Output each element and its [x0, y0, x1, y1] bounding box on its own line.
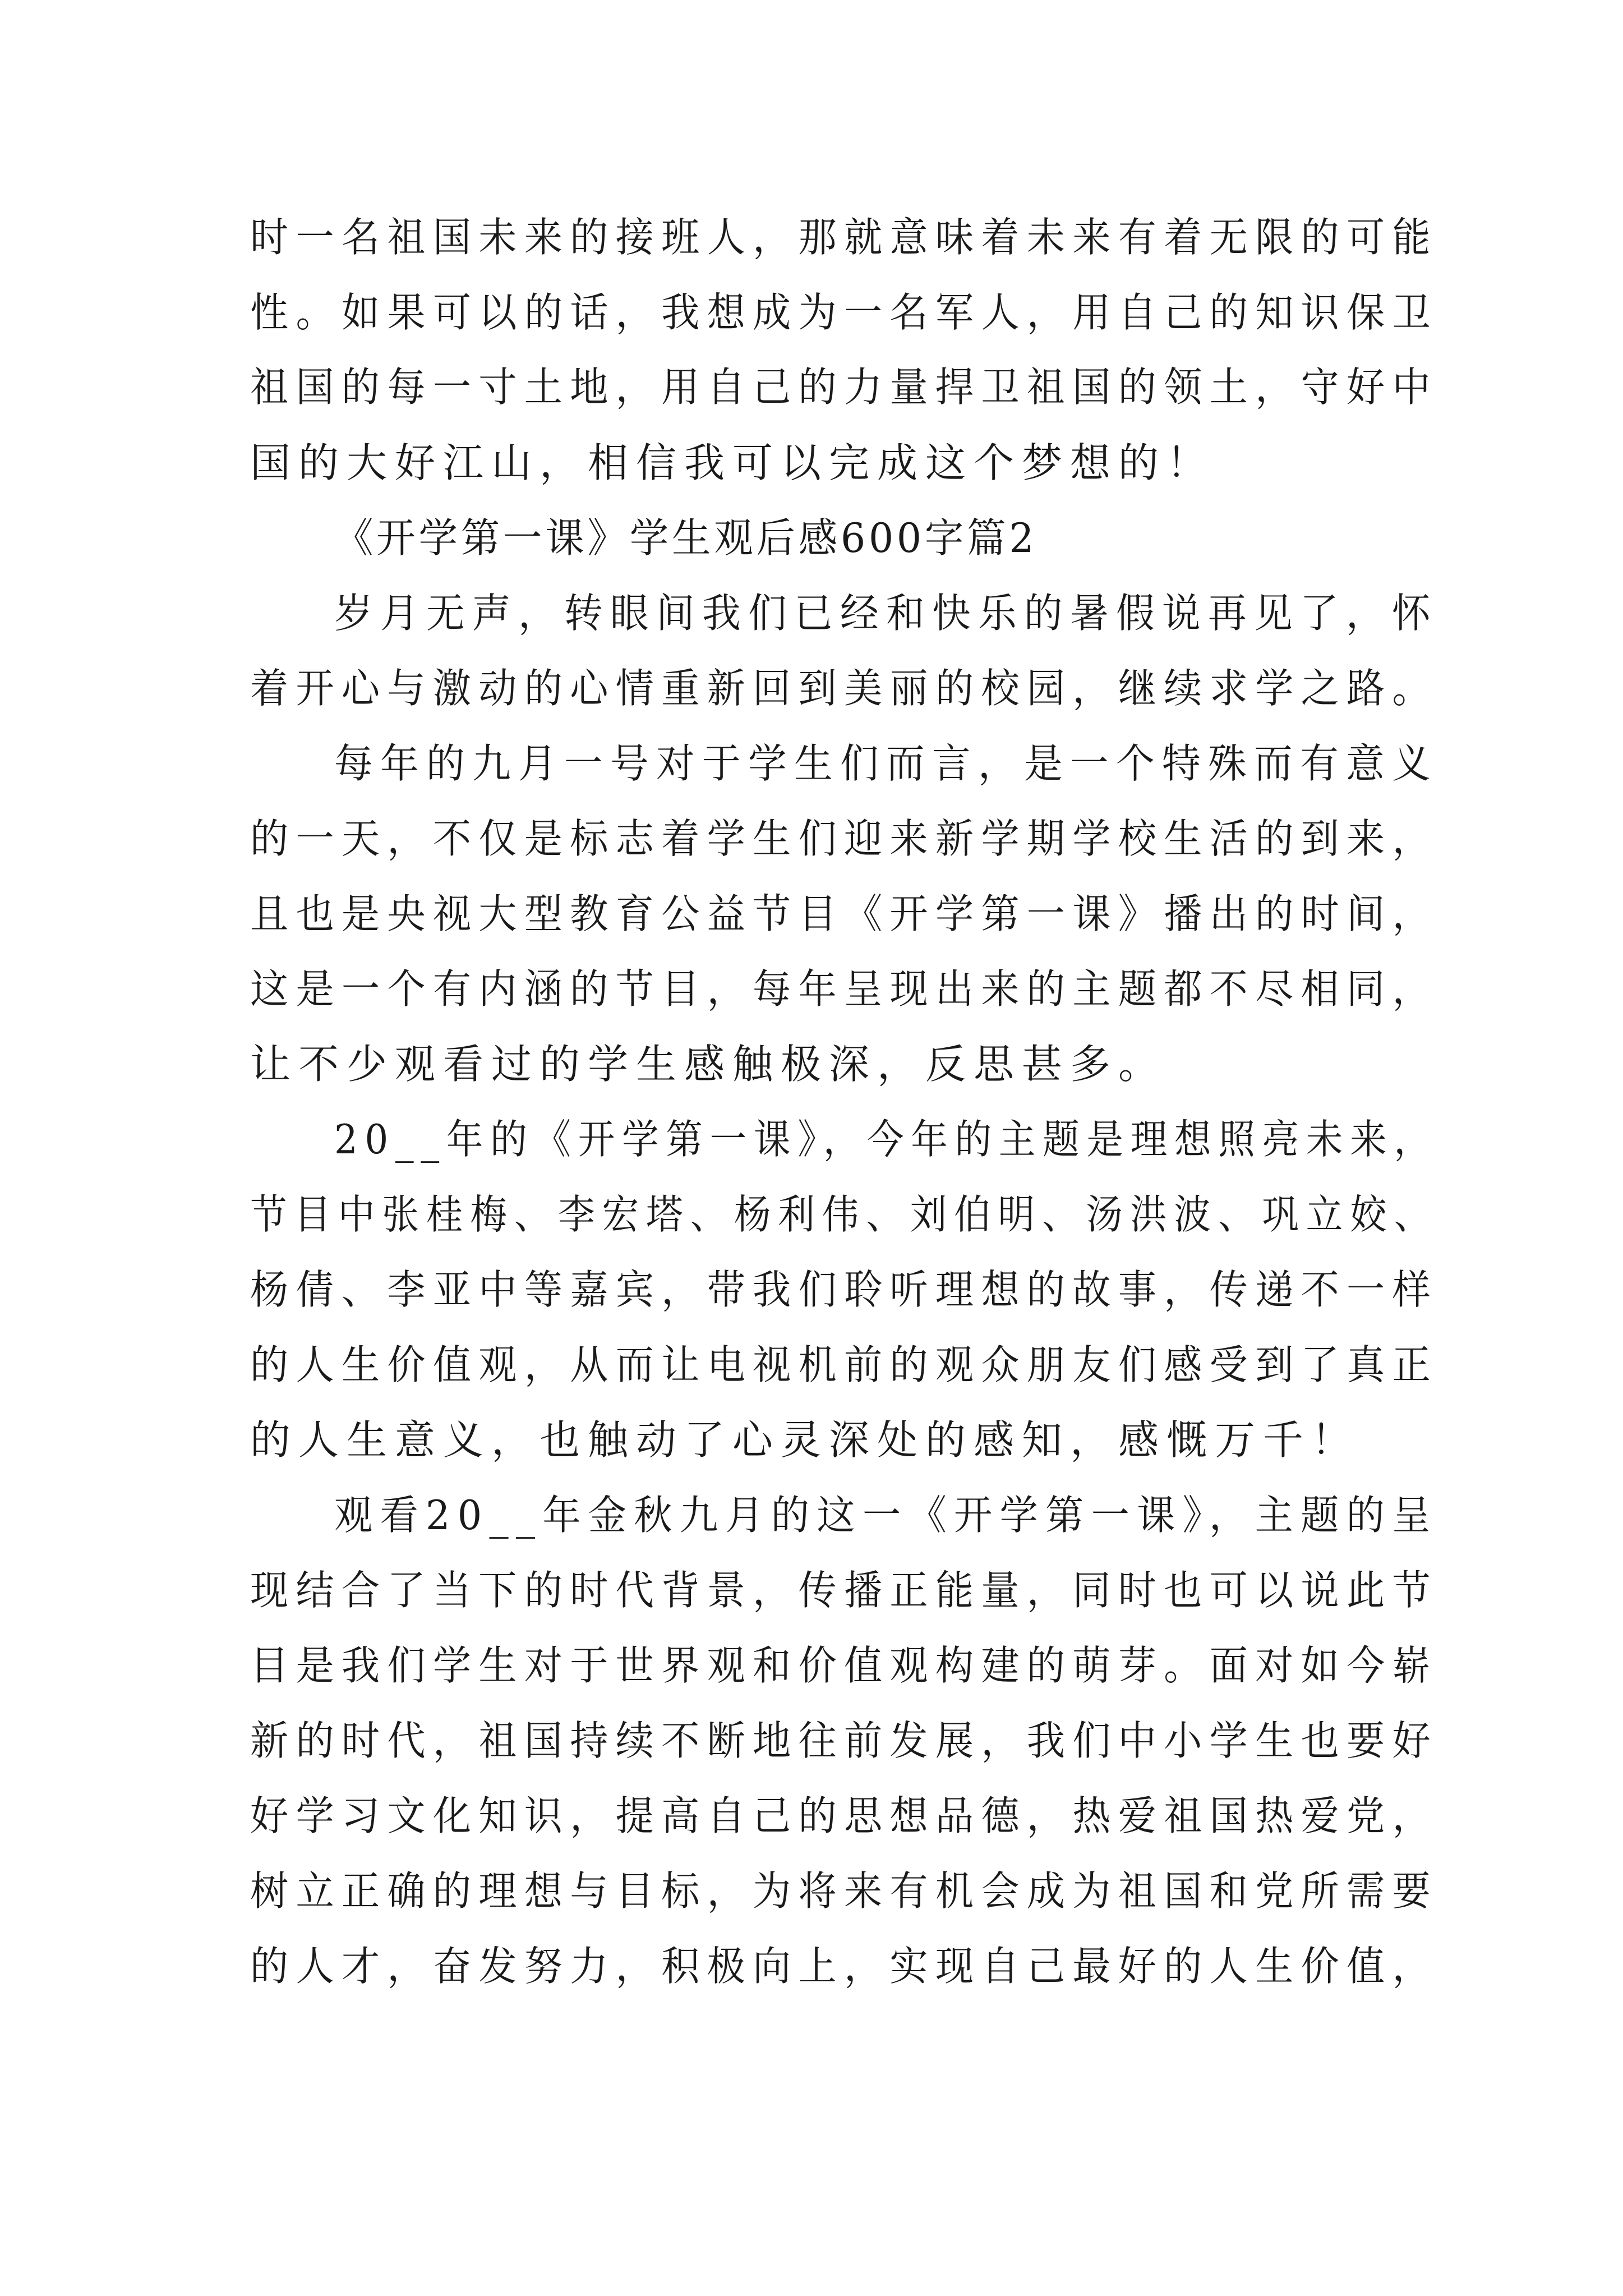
- text-line-3: 祖国的每一寸土地，用自己的力量捍卫祖国的领土，守好中: [250, 364, 1438, 411]
- paragraph-3-line-1: 20__年的《开学第一课》，今年的主题是理想照亮未来，: [334, 1116, 1438, 1163]
- paragraph-4-line-7: 的人才，奋发努力，积极向上，实现自己最好的人生价值，: [250, 1943, 1438, 1990]
- paragraph-1-line-2: 着开心与激动的心情重新回到美丽的校园，继续求学之路。: [250, 665, 1438, 712]
- paragraph-2-line-3: 且也是央视大型教育公益节目《开学第一课》播出的时间，: [250, 890, 1438, 937]
- paragraph-3-line-2: 节目中张桂梅、李宏塔、杨利伟、刘伯明、汤洪波、巩立姣、: [250, 1191, 1438, 1238]
- paragraph-1-line-1: 岁月无声，转眼间我们已经和快乐的暑假说再见了，怀: [334, 590, 1438, 637]
- section-heading: 《开学第一课》学生观后感600字篇2: [334, 514, 1038, 562]
- paragraph-2-line-4: 这是一个有内涵的节目，每年呈现出来的主题都不尽相同，: [250, 965, 1438, 1013]
- text-line-1: 时一名祖国未来的接班人，那就意味着未来有着无限的可能: [250, 214, 1438, 261]
- paragraph-3-line-5: 的人生意义，也触动了心灵深处的感知，感慨万千！: [250, 1416, 1360, 1464]
- paragraph-3-line-3: 杨倩、李亚中等嘉宾，带我们聆听理想的故事，传递不一样: [250, 1266, 1438, 1313]
- paragraph-2-line-5: 让不少观看过的学生感触极深，反思甚多。: [250, 1041, 1167, 1088]
- paragraph-4-line-4: 新的时代，祖国持续不断地往前发展，我们中小学生也要好: [250, 1717, 1438, 1764]
- paragraph-4-line-1: 观看20__年金秋九月的这一《开学第一课》，主题的呈: [334, 1492, 1438, 1539]
- text-line-4: 国的大好江山，相信我可以完成这个梦想的！: [250, 439, 1215, 486]
- paragraph-4-line-3: 目是我们学生对于世界观和价值观构建的萌芽。面对如今崭: [250, 1642, 1438, 1689]
- paragraph-4-line-5: 好学习文化知识，提高自己的思想品德，热爱祖国热爱党，: [250, 1792, 1438, 1839]
- paragraph-3-line-4: 的人生价值观，从而让电视机前的观众朋友们感受到了真正: [250, 1341, 1438, 1388]
- paragraph-4-line-6: 树立正确的理想与目标，为将来有机会成为祖国和党所需要: [250, 1867, 1438, 1915]
- paragraph-2-line-1: 每年的九月一号对于学生们而言，是一个特殊而有意义: [334, 740, 1438, 787]
- text-line-2: 性。如果可以的话，我想成为一名军人，用自己的知识保卫: [250, 289, 1438, 336]
- paragraph-2-line-2: 的一天，不仅是标志着学生们迎来新学期学校生活的到来，: [250, 815, 1438, 862]
- paragraph-4-line-2: 现结合了当下的时代背景，传播正能量，同时也可以说此节: [250, 1567, 1438, 1614]
